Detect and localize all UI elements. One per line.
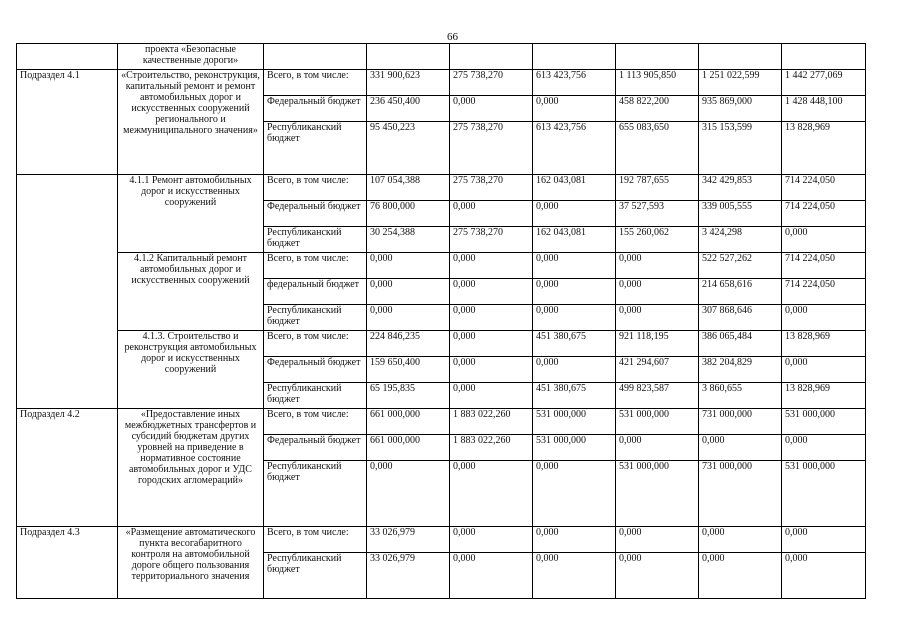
funding-source: Республиканский бюджет <box>264 553 367 599</box>
value-cell: 661 000,000 <box>367 409 450 435</box>
value-cell: 162 043,081 <box>533 175 616 201</box>
value-cell: 921 118,195 <box>616 331 699 357</box>
value-cell: 714 224,050 <box>782 279 866 305</box>
value-cell: 714 224,050 <box>782 175 866 201</box>
value-cell: 342 429,853 <box>699 175 782 201</box>
value-cell: 214 658,616 <box>699 279 782 305</box>
table-row <box>17 331 866 357</box>
value-cell: 421 294,607 <box>616 357 699 383</box>
value-cell: 0,000 <box>450 527 533 553</box>
value-cell: 0,000 <box>616 553 699 599</box>
value-cell: 531 000,000 <box>782 461 866 527</box>
empty-cell <box>264 44 367 70</box>
value-cell: 0,000 <box>616 435 699 461</box>
value-cell: 613 423,756 <box>533 70 616 96</box>
value-cell: 451 380,675 <box>533 383 616 409</box>
measure-name: «Предоставление иных межбюджетных трансфертов и субсидий бюджетам других уровней на приведение в нормативное состояние автомобильных дорог и УДС городских агломераций» <box>118 409 264 527</box>
value-cell: 107 054,388 <box>367 175 450 201</box>
value-cell: 275 738,270 <box>450 227 533 253</box>
value-cell: 531 000,000 <box>782 409 866 435</box>
funding-source: Федеральный бюджет <box>264 357 367 383</box>
table-row <box>17 44 866 70</box>
value-cell: 0,000 <box>450 331 533 357</box>
value-cell: 33 026,979 <box>367 527 450 553</box>
value-cell: 13 828,969 <box>782 331 866 357</box>
value-cell: 531 000,000 <box>533 409 616 435</box>
budget-table <box>16 43 866 599</box>
value-cell: 37 527,593 <box>616 201 699 227</box>
value-cell: 0,000 <box>367 279 450 305</box>
value-cell: 95 450,223 <box>367 122 450 175</box>
value-cell: 0,000 <box>450 201 533 227</box>
value-cell: 0,000 <box>782 527 866 553</box>
value-cell: 1 883 022,260 <box>450 409 533 435</box>
value-cell: 531 000,000 <box>616 461 699 527</box>
value-cell: 1 113 905,850 <box>616 70 699 96</box>
value-cell: 1 883 022,260 <box>450 435 533 461</box>
funding-source: Республиканский бюджет <box>264 305 367 331</box>
value-cell: 0,000 <box>533 357 616 383</box>
value-cell: 458 822,200 <box>616 96 699 122</box>
measure-name: проекта «Безопасные качественные дороги» <box>118 44 264 70</box>
value-cell: 192 787,655 <box>616 175 699 201</box>
value-cell: 0,000 <box>616 279 699 305</box>
table-row <box>17 175 866 201</box>
value-cell: 0,000 <box>782 435 866 461</box>
value-cell: 0,000 <box>782 305 866 331</box>
empty-cell <box>450 44 533 70</box>
empty-cell <box>367 44 450 70</box>
table-row <box>17 527 866 553</box>
value-cell: 0,000 <box>533 201 616 227</box>
value-cell: 0,000 <box>450 253 533 279</box>
table-row <box>17 70 866 96</box>
value-cell: 0,000 <box>450 383 533 409</box>
value-cell: 531 000,000 <box>533 435 616 461</box>
funding-source: Всего, в том числе: <box>264 331 367 357</box>
value-cell: 0,000 <box>699 435 782 461</box>
funding-source: Республиканский бюджет <box>264 461 367 527</box>
value-cell: 331 900,623 <box>367 70 450 96</box>
value-cell: 0,000 <box>699 527 782 553</box>
value-cell: 935 869,000 <box>699 96 782 122</box>
value-cell: 30 254,388 <box>367 227 450 253</box>
funding-source: Всего, в том числе: <box>264 253 367 279</box>
value-cell: 0,000 <box>450 96 533 122</box>
section-cell <box>17 175 118 409</box>
value-cell: 522 527,262 <box>699 253 782 279</box>
value-cell: 731 000,000 <box>699 409 782 435</box>
value-cell: 0,000 <box>616 305 699 331</box>
value-cell: 0,000 <box>533 527 616 553</box>
value-cell: 275 738,270 <box>450 122 533 175</box>
value-cell: 0,000 <box>533 553 616 599</box>
value-cell: 339 005,555 <box>699 201 782 227</box>
funding-source: Республиканский бюджет <box>264 383 367 409</box>
value-cell: 3 860,655 <box>699 383 782 409</box>
funding-source: Федеральный бюджет <box>264 96 367 122</box>
table-row <box>17 409 866 435</box>
value-cell: 0,000 <box>533 253 616 279</box>
value-cell: 714 224,050 <box>782 201 866 227</box>
funding-source: Республиканский бюджет <box>264 227 367 253</box>
value-cell: 307 868,646 <box>699 305 782 331</box>
value-cell: 13 828,969 <box>782 383 866 409</box>
funding-source: Всего, в том числе: <box>264 70 367 96</box>
funding-source: Федеральный бюджет <box>264 201 367 227</box>
funding-source: Всего, в том числе: <box>264 175 367 201</box>
value-cell: 499 823,587 <box>616 383 699 409</box>
value-cell: 224 846,235 <box>367 331 450 357</box>
value-cell: 0,000 <box>533 96 616 122</box>
funding-source: Федеральный бюджет <box>264 435 367 461</box>
value-cell: 451 380,675 <box>533 331 616 357</box>
value-cell: 1 251 022,599 <box>699 70 782 96</box>
section-cell: Подраздел 4.3 <box>17 527 118 599</box>
value-cell: 162 043,081 <box>533 227 616 253</box>
page-number: 66 <box>447 31 458 43</box>
value-cell: 0,000 <box>616 253 699 279</box>
value-cell: 0,000 <box>367 253 450 279</box>
value-cell: 0,000 <box>782 227 866 253</box>
value-cell: 275 738,270 <box>450 175 533 201</box>
value-cell: 0,000 <box>450 279 533 305</box>
measure-name: 4.1.2 Капитальный ремонт автомобильных дорог и искусственных сооружений <box>118 253 264 331</box>
funding-source: Всего, в том числе: <box>264 527 367 553</box>
value-cell: 155 260,062 <box>616 227 699 253</box>
value-cell: 76 800,000 <box>367 201 450 227</box>
value-cell: 3 424,298 <box>699 227 782 253</box>
value-cell: 0,000 <box>367 461 450 527</box>
value-cell: 159 650,400 <box>367 357 450 383</box>
value-cell: 0,000 <box>450 305 533 331</box>
value-cell: 661 000,000 <box>367 435 450 461</box>
value-cell: 33 026,979 <box>367 553 450 599</box>
value-cell: 382 204,829 <box>699 357 782 383</box>
empty-cell <box>533 44 616 70</box>
section-cell: Подраздел 4.1 <box>17 70 118 175</box>
empty-cell <box>616 44 699 70</box>
value-cell: 65 195,835 <box>367 383 450 409</box>
funding-source: Республиканский бюджет <box>264 122 367 175</box>
value-cell: 0,000 <box>450 553 533 599</box>
measure-name: «Размещение автоматического пункта весогабаритного контроля на автомобильной дороге общего пользования территориального значения <box>118 527 264 599</box>
value-cell: 655 083,650 <box>616 122 699 175</box>
value-cell: 531 000,000 <box>616 409 699 435</box>
value-cell: 0,000 <box>782 553 866 599</box>
table-row <box>17 253 866 279</box>
measure-name: 4.1.3. Строительство и реконструкция автомобильных дорог и искусственных сооружений <box>118 331 264 409</box>
value-cell: 0,000 <box>533 305 616 331</box>
measure-name: 4.1.1 Ремонт автомобильных дорог и искусственных сооружений <box>118 175 264 253</box>
value-cell: 1 428 448,100 <box>782 96 866 122</box>
value-cell: 315 153,599 <box>699 122 782 175</box>
value-cell: 13 828,969 <box>782 122 866 175</box>
value-cell: 613 423,756 <box>533 122 616 175</box>
funding-source: Всего, в том числе: <box>264 409 367 435</box>
value-cell: 0,000 <box>367 305 450 331</box>
value-cell: 236 450,400 <box>367 96 450 122</box>
value-cell: 0,000 <box>450 461 533 527</box>
empty-cell <box>782 44 866 70</box>
funding-source: федеральный бюджет <box>264 279 367 305</box>
value-cell: 731 000,000 <box>699 461 782 527</box>
empty-cell <box>699 44 782 70</box>
measure-name: «Строительство, реконструкция, капитальный ремонт и ремонт автомобильных дорог и искусственных сооружений регионального и межмуниципального значения» <box>118 70 264 175</box>
value-cell: 0,000 <box>533 279 616 305</box>
value-cell: 275 738,270 <box>450 70 533 96</box>
section-cell: Подраздел 4.2 <box>17 409 118 527</box>
value-cell: 0,000 <box>699 553 782 599</box>
value-cell: 0,000 <box>616 527 699 553</box>
value-cell: 0,000 <box>533 461 616 527</box>
value-cell: 0,000 <box>782 357 866 383</box>
section-cell <box>17 44 118 70</box>
value-cell: 1 442 277,069 <box>782 70 866 96</box>
value-cell: 386 065,484 <box>699 331 782 357</box>
value-cell: 714 224,050 <box>782 253 866 279</box>
value-cell: 0,000 <box>450 357 533 383</box>
